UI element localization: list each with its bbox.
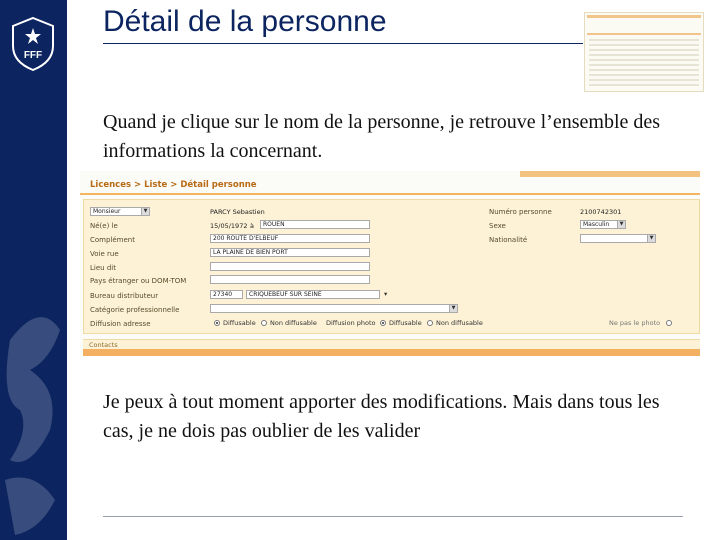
slide-title: Détail de la personne [103,5,387,38]
non-diffusable-label: Non diffusable [270,319,317,327]
photo-diffusable-label: Diffusable [389,319,422,327]
footer-rule [103,516,683,517]
civility-select[interactable] [90,207,150,216]
person-number-label: Numéro personne [489,208,552,216]
city-input[interactable]: CRIQUEBEUF SUR SEINE [246,290,380,299]
breadcrumb: Licences > Liste > Détail personne [90,180,257,190]
photo-diffusion-label: Diffusion photo [326,319,376,327]
no-photo-label: Ne pas le photo [609,319,661,327]
abroad-input[interactable] [210,275,370,284]
chevron-down-icon[interactable]: ▾ [384,290,388,298]
born-label: Né(e) le [90,222,118,230]
civility-value: Monsieur [93,208,121,215]
sex-value: Masculin [583,221,610,228]
sex-label: Sexe [489,222,506,230]
photo-non-diffusable-radio[interactable] [427,320,433,326]
diffusable-label: Diffusable [223,319,256,327]
contacts-section[interactable] [83,339,700,349]
person-number-value: 2100742301 [580,208,622,216]
chevron-down-icon: ▼ [647,235,655,242]
nationality-label: Nationalité [489,236,528,244]
road-label: Voie rue [90,250,119,258]
intro-paragraph: Quand je clique sur le nom de la personne, je retrouve l’ensemble des informations la concernant. [103,111,661,162]
photo-diffusable-radio[interactable] [380,320,386,326]
road-input[interactable]: LA PLAINE DE BIEN PORT [210,248,370,257]
header-stripe [520,171,700,177]
non-diffusable-radio[interactable] [261,320,267,326]
sex-select[interactable] [580,220,626,229]
person-name: PARCY Sebastien [210,208,265,216]
complement-label: Complément [90,236,135,244]
category-select[interactable] [210,304,458,313]
chevron-down-icon: ▼ [449,305,457,312]
email-diffusion-label: Diffusion adresse [90,320,151,328]
modification-paragraph: Je peux à tout moment apporter des modifications. Mais dans tous les cas, je ne dois pas oublier de les valider [103,391,660,442]
photo-non-diffusable-label: Non diffusable [436,319,483,327]
abroad-label: Pays étranger ou DOM-TOM [90,277,187,285]
complement-input[interactable]: 200 ROUTE D'ELBEUF [210,234,370,243]
chevron-down-icon: ▼ [617,221,625,228]
logo-text: FFF [23,50,43,61]
contacts-tab-bar [83,349,700,356]
no-photo-radio[interactable] [666,320,672,326]
contacts-label: Contacts [89,341,118,349]
diffusable-radio[interactable] [214,320,220,326]
born-place-input[interactable]: ROUEN [260,220,370,229]
fff-logo [7,16,59,72]
born-date: 15/05/1972 [210,222,248,230]
sidebar [0,0,67,540]
table-thumbnail [584,12,704,92]
app-screenshot [80,171,700,356]
rooster-watermark [0,300,67,540]
postal-code-input[interactable]: 27340 [210,290,243,299]
place-label: Lieu dit [90,264,116,272]
bureau-label: Bureau distributeur [90,292,159,300]
nationality-select[interactable] [580,234,656,243]
born-place-prefix: à [250,222,254,230]
category-label: Catégorie professionnelle [90,306,180,314]
breadcrumb-underline [80,193,700,195]
person-form [83,199,700,334]
title-underline [103,43,583,44]
chevron-down-icon: ▼ [141,208,149,215]
place-input[interactable] [210,262,370,271]
